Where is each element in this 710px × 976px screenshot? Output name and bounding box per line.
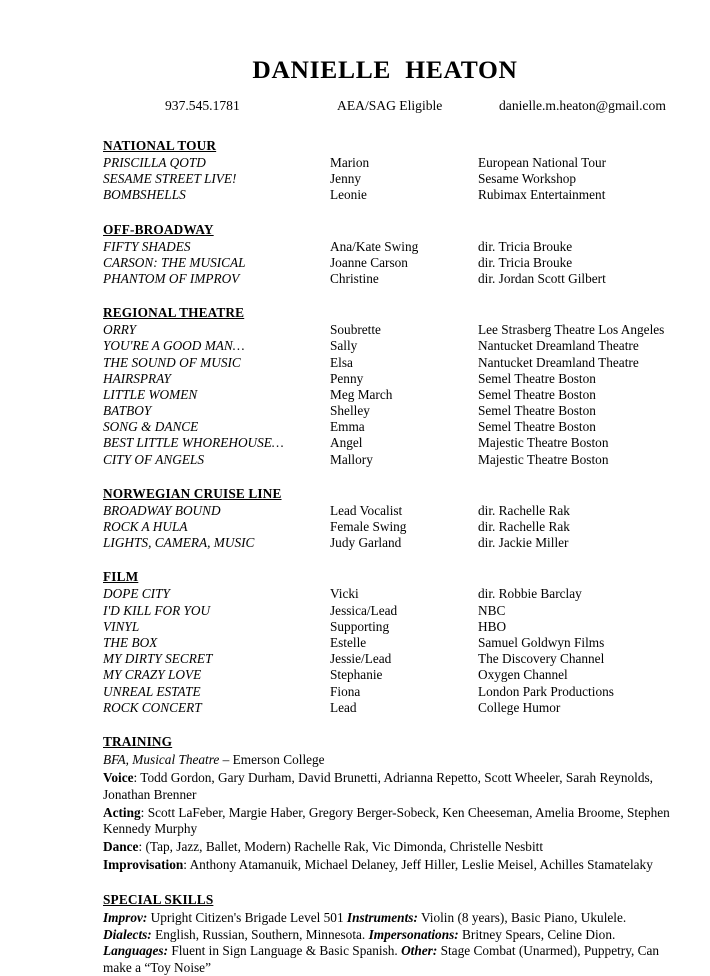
credit-row [103,603,673,619]
skill-label: Impersonations: [368,926,459,942]
credit-role: Penny [330,370,364,386]
training-entry-label: Acting [103,804,141,820]
skill-label: Dialects: [103,926,152,942]
credit-row [103,651,673,667]
section-heading: NORWEGIAN CRUISE LINE [103,485,282,501]
credit-title: SESAME STREET LIVE! [103,171,237,187]
credit-title: SONG & DANCE [103,419,199,435]
credit-company: Rubimax Entertainment [478,187,606,203]
credit-row [103,322,673,338]
credit-row [103,403,673,419]
resume-content [103,56,673,976]
credit-title: DOPE CITY [103,586,170,602]
degree-school: – Emerson College [219,751,325,767]
special-skills-body [103,910,671,976]
credit-company: Sesame Workshop [478,171,577,187]
training-entry-label: Voice [103,770,134,786]
credit-company: The Discovery Channel [478,651,605,667]
credit-company: HBO [478,618,507,634]
degree-title: BFA, Musical Theatre [103,751,220,767]
training-entry-text: : Todd Gordon, Gary Durham, David Brunetti, Adrianna Repetto, Scott Wheeler, Sarah Reynolds, Jonathan Brenner [103,770,654,802]
credit-role: Marion [330,155,370,171]
credit-title: BEST LITTLE WHOREHOUSE… [103,435,284,451]
credit-role: Supporting [330,618,390,634]
section-heading: OFF-BROADWAY [103,221,214,237]
credit-role: Judy Garland [330,535,402,551]
section-film [103,568,673,716]
credit-company: Lee Strasberg Theatre Los Angeles [478,322,665,338]
credit-role: Emma [330,419,365,435]
section-regional-theatre [103,304,673,468]
training-entry-text: : (Tap, Jazz, Ballet, Modern) Rachelle Rak, Vic Dimonda, Christelle Nesbitt [138,839,544,855]
credit-title: I'D KILL FOR YOU [103,602,211,618]
credit-company: Oxygen Channel [478,667,568,683]
skill-label: Other: [401,943,438,959]
credit-title: ROCK CONCERT [103,699,202,715]
skill-text: Upright Citizen's Brigade Level 501 [147,910,347,926]
training-entry [103,839,671,856]
credit-company: dir. Rachelle Rak [478,519,570,535]
credit-title: PHANTOM OF IMPROV [103,270,240,286]
skill-text: Violin (8 years), Basic Piano, Ukulele. [417,910,627,926]
section-norwegian-cruise-line [103,485,673,552]
email-address: danielle.m.heaton@gmail.com [499,98,666,114]
credit-title: ROCK A HULA [103,519,188,535]
training-degree [103,752,671,769]
credit-row [103,271,673,287]
training-entry-label: Improvisation [103,857,184,873]
skill-label: Instruments: [346,910,418,926]
skill-label: Improv: [103,910,148,926]
credit-company: dir. Tricia Brouke [478,238,573,254]
credit-role: Leonie [330,187,367,203]
credit-row [103,667,673,683]
credit-row [103,171,673,187]
section-off-broadway [103,221,673,288]
credit-title: BROADWAY BOUND [103,502,221,518]
training-section [103,733,673,874]
credit-company: Semel Theatre Boston [478,370,596,386]
credit-row [103,387,673,403]
section-national-tour [103,137,673,204]
credit-company: dir. Jackie Miller [478,535,569,551]
skill-text: Stage Combat (Unarmed), Puppetry, Can make a “Toy Noise” [103,943,660,975]
credit-title: MY DIRTY SECRET [103,651,213,667]
credit-row [103,239,673,255]
training-entry-label: Dance [103,839,139,855]
credit-title: LIGHTS, CAMERA, MUSIC [103,535,255,551]
credit-row [103,338,673,354]
credit-role: Vicki [330,586,359,602]
credit-role: Christine [330,270,379,286]
credit-title: PRISCILLA QOTD [103,155,206,171]
credit-company: London Park Productions [478,683,614,699]
credit-company: Semel Theatre Boston [478,386,596,402]
credit-row [103,519,673,535]
credit-title: ORRY [103,322,137,338]
credit-row [103,503,673,519]
credit-role: Soubrette [330,322,381,338]
credit-row [103,684,673,700]
credit-title: CITY OF ANGELS [103,451,204,467]
credit-role: Estelle [330,634,367,650]
credit-title: THE SOUND OF MUSIC [103,354,241,370]
credit-company: Nantucket Dreamland Theatre [478,338,639,354]
credit-company: Majestic Theatre Boston [478,435,609,451]
credit-row [103,255,673,271]
credit-row [103,700,673,716]
credit-company: Semel Theatre Boston [478,403,596,419]
credit-row [103,435,673,451]
credit-role: Lead Vocalist [330,502,403,518]
credit-company: Majestic Theatre Boston [478,451,609,467]
section-heading: NATIONAL TOUR [103,138,217,154]
credit-role: Jenny [330,171,362,187]
contact-line [103,98,673,120]
credit-row [103,371,673,387]
credit-title: HAIRSPRAY [103,370,171,386]
training-entry-text: : Scott LaFeber, Margie Haber, Gregory Berger-Sobeck, Ken Cheeseman, Amelia Broome, Stephen Kennedy Murphy [103,804,670,837]
credit-title: LITTLE WOMEN [103,386,198,402]
skill-label: Languages: [103,943,169,959]
credit-role: Joanne Carson [330,254,408,270]
phone-number: 937.545.1781 [165,98,240,114]
credit-row [103,635,673,651]
credit-company: dir. Tricia Brouke [478,254,573,270]
credit-role: Female Swing [330,519,407,535]
credit-row [103,452,673,468]
credit-row [103,155,673,171]
credit-title: THE BOX [103,634,158,650]
credit-company: Nantucket Dreamland Theatre [478,354,639,370]
credit-role: Elsa [330,354,353,370]
credit-role: Jessie/Lead [330,651,392,667]
training-entry [103,770,671,803]
credit-company: Samuel Goldwyn Films [478,634,605,650]
credit-title: BOMBSHELLS [103,187,186,203]
credit-role: Jessica/Lead [330,602,398,618]
credit-role: Fiona [330,683,361,699]
credit-title: FIFTY SHADES [103,238,191,254]
candidate-name: DANIELLE HEATON [252,55,518,84]
section-heading: FILM [103,569,139,585]
credit-role: Stephanie [330,667,383,683]
credit-company: dir. Rachelle Rak [478,502,570,518]
credit-company: European National Tour [478,155,607,171]
credit-company: NBC [478,602,506,618]
skill-text: English, Russian, Southern, Minnesota. [151,926,369,942]
credit-title: UNREAL ESTATE [103,683,201,699]
credit-role: Sally [330,338,358,354]
credit-company: College Humor [478,699,561,715]
credit-role: Angel [330,435,363,451]
credit-title: CARSON: THE MUSICAL [103,254,246,270]
credit-title: VINYL [103,618,140,634]
credit-row [103,419,673,435]
training-entries [103,770,673,874]
training-heading: TRAINING [103,733,173,749]
credit-role: Shelley [330,403,370,419]
training-entry [103,857,671,874]
skill-text: Fluent in Sign Language & Basic Spanish. [168,943,402,959]
credit-row [103,187,673,203]
credit-row [103,535,673,551]
credit-title: YOU'RE A GOOD MAN… [103,338,245,354]
special-skills-section [103,891,673,976]
credit-row [103,355,673,371]
credit-company: dir. Robbie Barclay [478,586,582,602]
credit-role: Mallory [330,451,373,467]
training-entry-text: : Anthony Atamanuik, Michael Delaney, Jeff Hiller, Leslie Meisel, Achilles Stamatelaky [183,857,653,873]
credits-container [103,137,673,716]
special-skills-heading: SPECIAL SKILLS [103,892,214,908]
credit-role: Ana/Kate Swing [330,238,419,254]
credit-role: Lead [330,699,357,715]
credit-role: Meg March [330,386,393,402]
section-heading: REGIONAL THEATRE [103,305,245,321]
credit-row [103,586,673,602]
training-entry [103,805,671,838]
union-status: AEA/SAG Eligible [337,98,443,114]
credit-title: BATBOY [103,403,152,419]
credit-company: dir. Jordan Scott Gilbert [478,270,606,286]
credit-row [103,619,673,635]
credit-title: MY CRAZY LOVE [103,667,202,683]
credit-company: Semel Theatre Boston [478,419,596,435]
skill-text: Britney Spears, Celine Dion. [458,926,616,942]
